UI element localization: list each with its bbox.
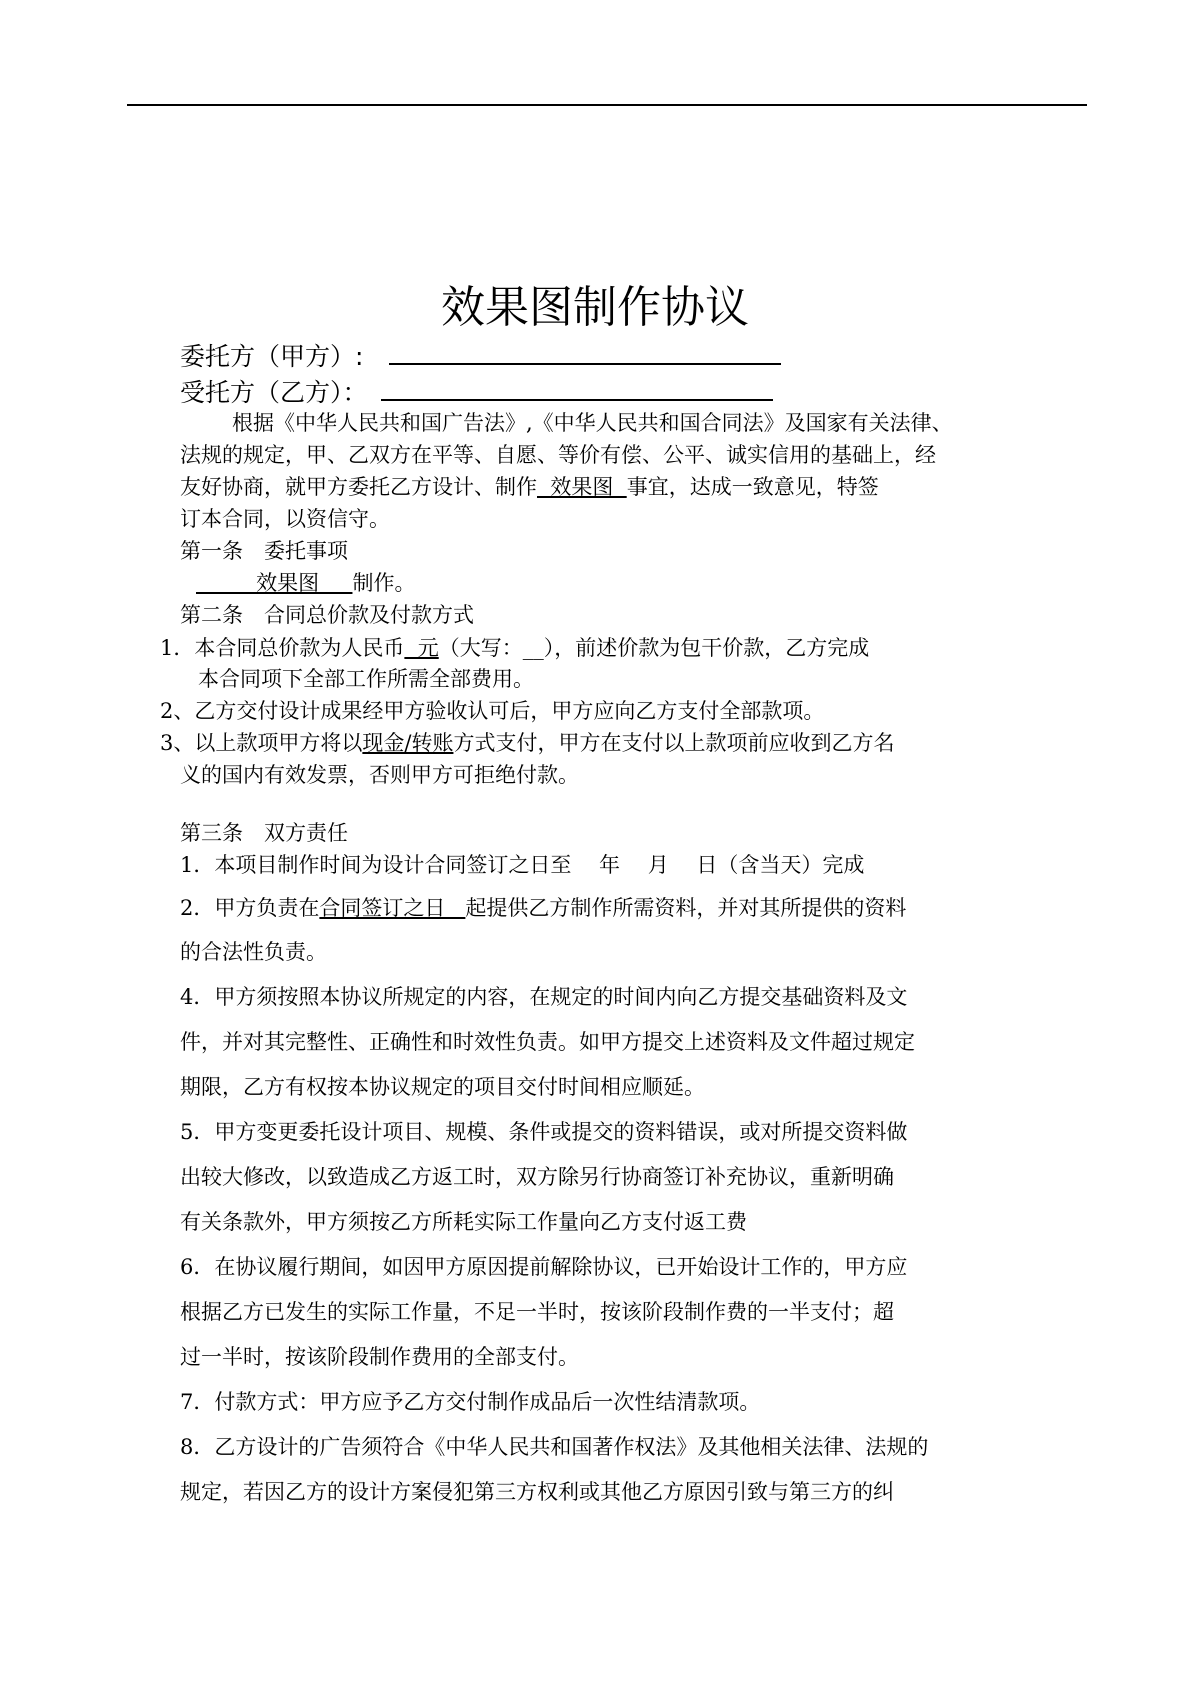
article-3-item-2-cont: 的合法性负责。	[180, 940, 327, 964]
article-3-item-6-line-2: 根据乙方已发生的实际工作量，不足一半时，按该阶段制作费的一半支付；超	[180, 1300, 894, 1324]
preamble-line-4: 订本合同，以资信守。	[180, 507, 390, 531]
article-3-item-2	[180, 893, 906, 923]
article-3-item-5-line-3: 有关条款外，甲方须按乙方所耗实际工作量向乙方支付返工费	[180, 1210, 747, 1234]
project-name-fill: 效果图	[537, 475, 627, 499]
article-2-item-2: 2、乙方交付设计成果经甲方验收认可后，甲方应向乙方支付全部款项。	[160, 699, 825, 723]
article-2-text: ），前述价款为包干价款，乙方完成	[543, 636, 870, 660]
article-3-item-6-line-3: 过一半时，按该阶段制作费用的全部支付。	[180, 1345, 579, 1369]
article-1-body	[196, 568, 415, 598]
payment-method-fill: 现金/转账	[362, 731, 454, 755]
article-2-text: 方式支付，甲方在支付以上款项前应收到乙方名	[453, 731, 895, 755]
preamble-text: 友好协商，就甲方委托乙方设计、制作	[180, 475, 537, 499]
article-3-item-6-line-1: 6．在协议履行期间，如因甲方原因提前解除协议，已开始设计工作的，甲方应	[180, 1255, 908, 1279]
article-3-item-5-line-1: 5．甲方变更委托设计项目、规模、条件或提交的资料错误，或对所提交资料做	[180, 1120, 908, 1144]
article-2-heading: 第二条 合同总价款及付款方式	[180, 603, 474, 627]
article-2-item-1-cont: 本合同项下全部工作所需全部费用。	[198, 667, 534, 691]
article-3-item-1: 1．本项目制作时间为设计合同签订之日至 年 月 日（含当天）完成	[180, 853, 865, 877]
article-3-item-5-line-2: 出较大修改，以致造成乙方返工时，双方除另行协商签订补充协议，重新明确	[180, 1165, 894, 1189]
contractor-label: 受托方（乙方）：	[180, 378, 368, 407]
preamble-line-3	[180, 472, 879, 502]
price-words-fill: __	[522, 636, 544, 660]
article-3-heading: 第三条 双方责任	[180, 821, 348, 845]
price-fill: 元	[404, 636, 439, 660]
preamble-text: 事宜，达成一致意见，特签	[626, 475, 879, 499]
article-3-item-8-line-1: 8．乙方设计的广告须符合《中华人民共和国著作权法》及其他相关法律、法规的	[180, 1435, 929, 1459]
article-3-text: 2．甲方负责在	[180, 896, 320, 920]
article-2-text: 1．本合同总价款为人民币	[160, 636, 405, 660]
start-date-fill: 合同签订之日	[319, 896, 466, 920]
article-3-text: 起提供乙方制作所需资料，并对其所提供的资料	[465, 896, 907, 920]
contractor-party-line	[180, 376, 773, 410]
preamble-line-1: 根据《中华人民共和国广告法》,《中华人民共和国合同法》及国家有关法律、	[232, 411, 953, 435]
header-rule	[127, 104, 1087, 106]
article-2-item-1	[160, 633, 869, 663]
article-3-item-8-line-2: 规定，若因乙方的设计方案侵犯第三方权利或其他乙方原因引致与第三方的纠	[180, 1480, 894, 1504]
contractor-name-blank[interactable]	[381, 381, 773, 401]
article-1-tail: 制作。	[352, 571, 416, 595]
article-2-text: 3、以上款项甲方将以	[160, 731, 363, 755]
document-title: 效果图制作协议	[441, 282, 749, 333]
article-1-heading: 第一条 委托事项	[180, 539, 348, 563]
client-label: 委托方（甲方）:	[180, 342, 364, 371]
article-3-item-4-line-1: 4．甲方须按照本协议所规定的内容，在规定的时间内向乙方提交基础资料及文	[180, 985, 908, 1009]
article-2-item-3-cont: 义的国内有效发票，否则甲方可拒绝付款。	[180, 763, 579, 787]
article-3-item-7: 7．付款方式：甲方应予乙方交付制作成品后一次性结清款项。	[180, 1390, 761, 1414]
article-2-text: （大写：	[438, 636, 523, 660]
client-name-blank[interactable]	[389, 345, 781, 365]
client-party-line	[180, 340, 781, 374]
article-3-item-4-line-3: 期限，乙方有权按本协议规定的项目交付时间相应顺延。	[180, 1075, 705, 1099]
article-2-item-3	[160, 728, 894, 758]
article-1-fill: 效果图	[196, 571, 353, 595]
preamble-line-2: 法规的规定，甲、乙双方在平等、自愿、等价有偿、公平、诚实信用的基础上，经	[180, 443, 936, 467]
article-3-item-4-line-2: 件，并对其完整性、正确性和时效性负责。如甲方提交上述资料及文件超过规定	[180, 1030, 915, 1054]
